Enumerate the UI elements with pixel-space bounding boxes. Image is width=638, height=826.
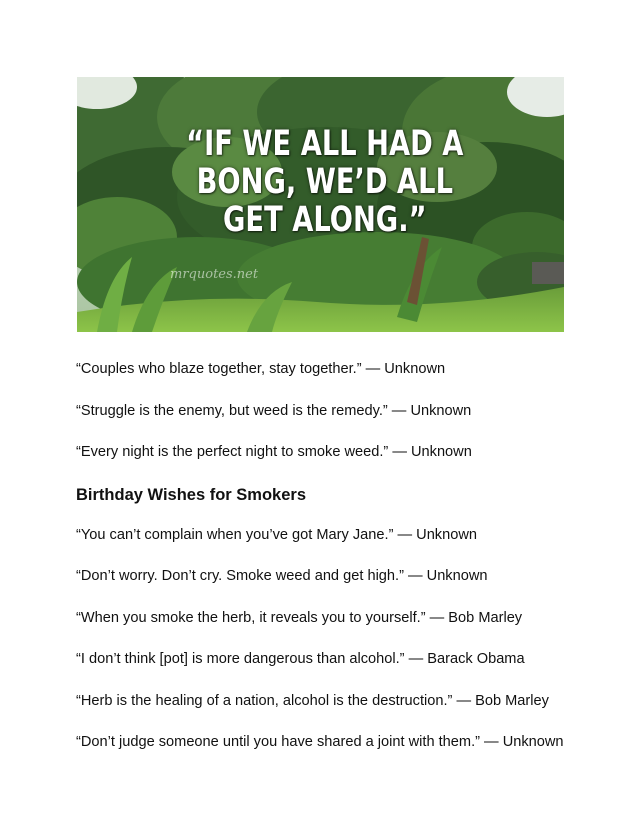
quote-paragraph: “Herb is the healing of a nation, alcohol is the destruction.” — Bob Marley [76,693,549,709]
watermark: mrquotes.net [170,267,259,282]
quote-paragraph: “Struggle is the enemy, but weed is the remedy.” — Unknown [76,403,472,419]
hero-quote [135,125,515,239]
quote-paragraph: “Every night is the perfect night to smoke weed.” — Unknown [76,444,472,460]
quote-paragraph: “I don’t think [pot] is more dangerous than alcohol.” — Barack Obama [76,651,525,667]
section-heading: Birthday Wishes for Smokers [76,486,307,504]
hero-quote-line: “IF WE ALL HAD A [186,124,464,164]
hero-quote-line: GET ALONG.” [223,200,427,240]
quote-paragraph: “Don’t worry. Don’t cry. Smoke weed and get high.” — Unknown [76,568,488,584]
hero-image [77,77,564,332]
quote-paragraph: “Couples who blaze together, stay together.” — Unknown [76,361,446,377]
hero-quote-line: BONG, WE’D ALL [196,162,453,202]
quote-paragraph: “You can’t complain when you’ve got Mary Jane.” — Unknown [76,527,477,543]
quote-paragraph: “When you smoke the herb, it reveals you to yourself.” — Bob Marley [76,610,523,626]
quote-paragraph: “Don’t judge someone until you have shared a joint with them.” — Unknown [76,734,564,750]
